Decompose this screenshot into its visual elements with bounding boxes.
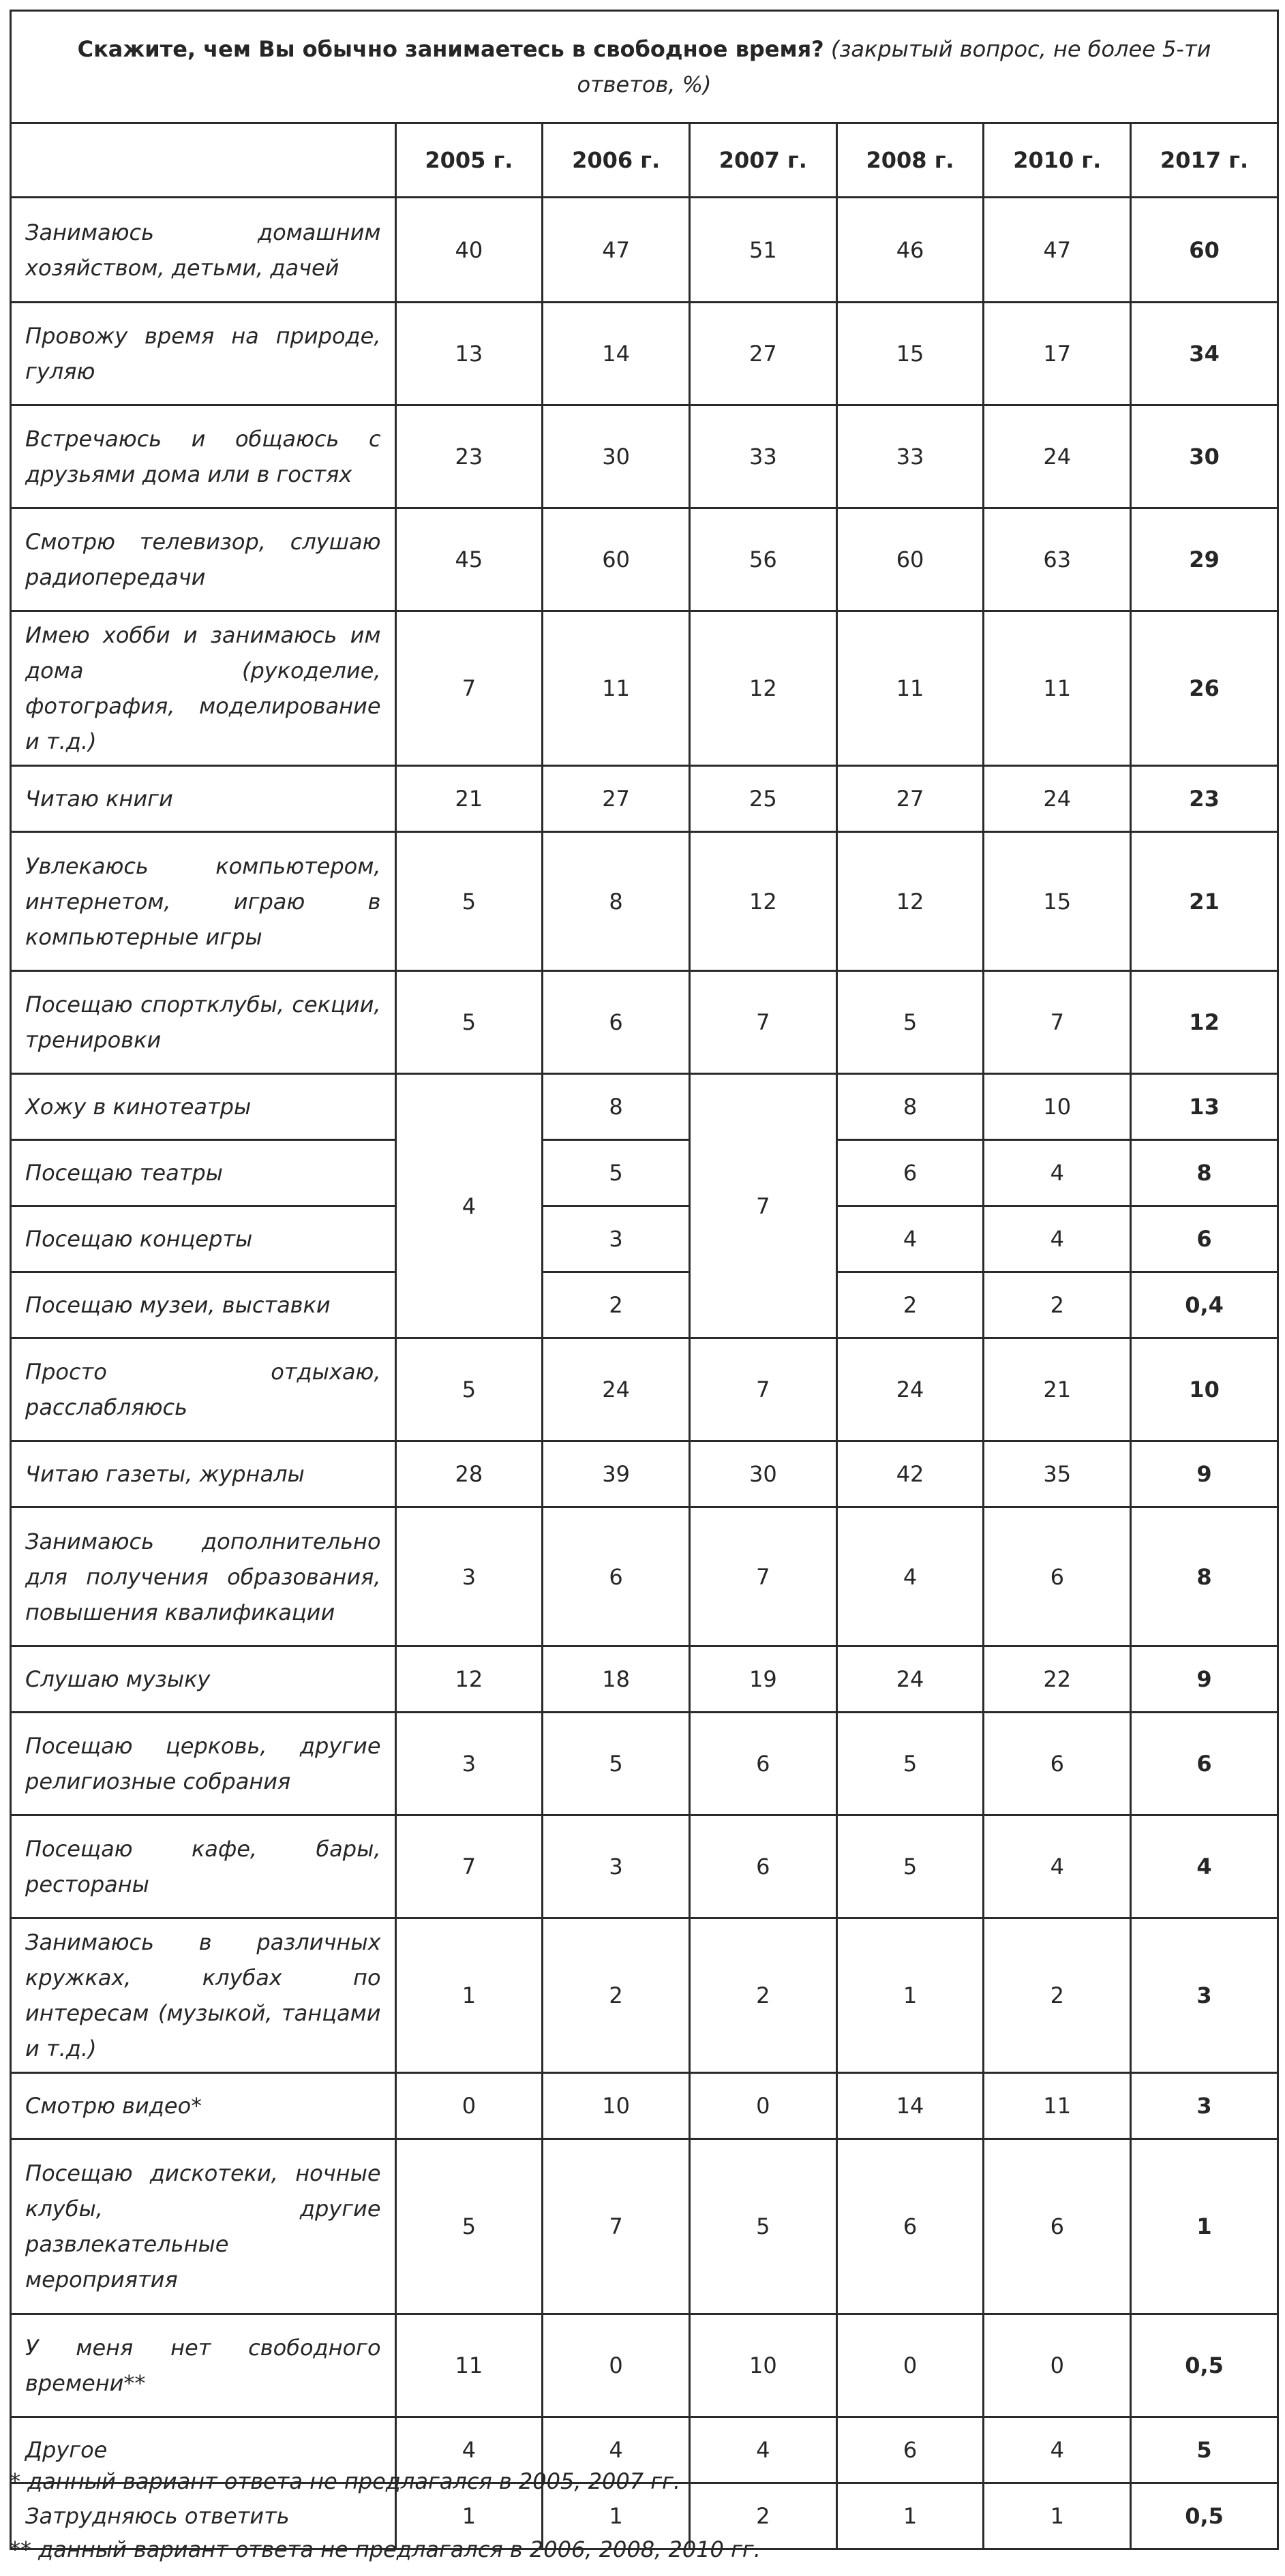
table-row	[11, 1646, 1278, 1713]
question-note: (закрытый вопрос, не более 5-ти ответов, %)	[577, 36, 1211, 97]
table-row	[11, 1713, 1278, 1815]
question-text: Скажите, чем Вы обычно занимаетесь в свободное время?	[77, 36, 824, 62]
cell-2008: 46	[836, 198, 984, 303]
table-row	[11, 1441, 1278, 1507]
cell-2005: 7	[395, 1815, 543, 1918]
table-row	[11, 508, 1278, 611]
cell-2005: 1	[395, 1918, 543, 2073]
cell-2010: 24	[984, 405, 1131, 508]
cell-2017: 6	[1131, 1206, 1278, 1272]
table-row	[11, 405, 1278, 508]
cell-2007: 7	[689, 971, 836, 1074]
cell-2005: 3	[395, 1713, 543, 1815]
cell-2006: 1	[543, 2483, 690, 2549]
cell-2006: 2	[543, 1918, 690, 2073]
cell-2017: 60	[1131, 198, 1278, 303]
table-row	[11, 766, 1278, 832]
cell-2005: 12	[395, 1646, 543, 1713]
cell-2005: 5	[395, 832, 543, 971]
cell-2010: 4	[984, 1815, 1131, 1918]
cell-2010: 4	[984, 1206, 1131, 1272]
cell-2010: 24	[984, 766, 1131, 832]
cell-2017: 13	[1131, 1074, 1278, 1140]
table-row	[11, 1918, 1278, 2073]
cell-2007: 56	[689, 508, 836, 611]
header-year-2005: 2005 г.	[395, 123, 543, 198]
table-row	[11, 1140, 1278, 1206]
cell-2006: 6	[543, 971, 690, 1074]
row-label: Другое	[11, 2417, 396, 2483]
cell-2007: 7	[689, 1338, 836, 1441]
cell-2010: 1	[984, 2483, 1131, 2549]
cell-2005: 5	[395, 971, 543, 1074]
cell-2006: 10	[543, 2073, 690, 2139]
cell-2008: 4	[836, 1206, 984, 1272]
header-year-2008: 2008 г.	[836, 123, 984, 198]
cell-2006: 5	[543, 1713, 690, 1815]
cell-2010: 6	[984, 1713, 1131, 1815]
cell-2008: 14	[836, 2073, 984, 2139]
cell-2017: 26	[1131, 611, 1278, 766]
table-row	[11, 1338, 1278, 1441]
cell-2017: 34	[1131, 303, 1278, 405]
cell-2008: 8	[836, 1074, 984, 1140]
cell-2005: 1	[395, 2483, 543, 2549]
footnote-2: ** данный вариант ответа не предлагался в 2006, 2008, 2010 гг.	[10, 2536, 761, 2562]
cell-2007: 6	[689, 1815, 836, 1918]
cell-2006: 11	[543, 611, 690, 766]
cell-2017: 8	[1131, 1140, 1278, 1206]
table-row	[11, 1074, 1278, 1140]
cell-2010: 35	[984, 1441, 1131, 1507]
cell-2007: 6	[689, 1713, 836, 1815]
cell-2005: 45	[395, 508, 543, 611]
cell-2017: 3	[1131, 2073, 1278, 2139]
cell-2010: 21	[984, 1338, 1131, 1441]
cell-2017: 21	[1131, 832, 1278, 971]
cell-2010: 6	[984, 2139, 1131, 2314]
cell-2017: 3	[1131, 1918, 1278, 2073]
cell-2006: 3	[543, 1815, 690, 1918]
cell-2006: 47	[543, 198, 690, 303]
cell-2007: 2	[689, 1918, 836, 2073]
cell-2010: 17	[984, 303, 1131, 405]
cell-2006: 14	[543, 303, 690, 405]
cell-2006: 7	[543, 2139, 690, 2314]
table-row	[11, 1206, 1278, 1272]
cell-2008: 27	[836, 766, 984, 832]
table-row	[11, 1815, 1278, 1918]
cell-2017: 4	[1131, 1815, 1278, 1918]
cell-2010: 10	[984, 1074, 1131, 1140]
cell-2008: 6	[836, 1140, 984, 1206]
cell-2006: 4	[543, 2417, 690, 2483]
cell-2007: 7	[689, 1507, 836, 1646]
cell-2008: 42	[836, 1441, 984, 1507]
cell-2005: 4	[395, 2417, 543, 2483]
cell-2017: 30	[1131, 405, 1278, 508]
cell-2006: 2	[543, 1272, 690, 1338]
cell-2010: 63	[984, 508, 1131, 611]
cell-2005: 40	[395, 198, 543, 303]
table-row	[11, 611, 1278, 766]
cell-2006: 8	[543, 832, 690, 971]
cell-2006: 30	[543, 405, 690, 508]
header-empty-cell	[11, 123, 396, 198]
cell-2008: 4	[836, 1507, 984, 1646]
cell-2007: 25	[689, 766, 836, 832]
cell-2005: 28	[395, 1441, 543, 1507]
row-label: Посещаю церковь, другие религиозные собрания	[11, 1713, 396, 1815]
cell-2006: 0	[543, 2314, 690, 2417]
row-label: Занимаюсь домашним хозяйством, детьми, дачей	[11, 198, 396, 303]
cell-2017: 10	[1131, 1338, 1278, 1441]
cell-2007: 5	[689, 2139, 836, 2314]
table-row	[11, 2314, 1278, 2417]
cell-2007: 19	[689, 1646, 836, 1713]
row-label: Просто отдыхаю, расслабляюсь	[11, 1338, 396, 1441]
cell-2010: 4	[984, 2417, 1131, 2483]
cell-2006: 8	[543, 1074, 690, 1140]
cell-2008: 12	[836, 832, 984, 971]
cell-2017: 6	[1131, 1713, 1278, 1815]
cell-2008: 33	[836, 405, 984, 508]
cell-2008: 1	[836, 1918, 984, 2073]
cell-2008: 11	[836, 611, 984, 766]
row-label: Посещаю концерты	[11, 1206, 396, 1272]
cell-2008: 0	[836, 2314, 984, 2417]
row-label: Слушаю музыку	[11, 1646, 396, 1713]
cell-2006: 18	[543, 1646, 690, 1713]
table-row	[11, 1272, 1278, 1338]
row-label: Встречаюсь и общаюсь с друзьями дома или в гостях	[11, 405, 396, 508]
header-row	[11, 123, 1278, 198]
row-label: Имею хобби и занимаюсь им дома (рукоделие, фотография, моделирование и т.д.)	[11, 611, 396, 766]
row-label: Смотрю телевизор, слушаю радиопередачи	[11, 508, 396, 611]
cell-2007: 30	[689, 1441, 836, 1507]
table-caption	[11, 11, 1278, 123]
row-label: Читаю книги	[11, 766, 396, 832]
cell-2008: 1	[836, 2483, 984, 2549]
row-label: Хожу в кинотеатры	[11, 1074, 396, 1140]
cell-2010: 47	[984, 198, 1131, 303]
cell-2008: 24	[836, 1338, 984, 1441]
row-label: Посещаю музеи, выставки	[11, 1272, 396, 1338]
row-label: У меня нет свободного времени**	[11, 2314, 396, 2417]
cell-2017: 5	[1131, 2417, 1278, 2483]
row-label: Посещаю театры	[11, 1140, 396, 1206]
cell-2017: 9	[1131, 1441, 1278, 1507]
cell-2010: 7	[984, 971, 1131, 1074]
cell-2005-merged: 4	[395, 1074, 543, 1338]
cell-2010: 4	[984, 1140, 1131, 1206]
cell-2006: 3	[543, 1206, 690, 1272]
cell-2007: 0	[689, 2073, 836, 2139]
cell-2005: 7	[395, 611, 543, 766]
row-label: Провожу время на природе, гуляю	[11, 303, 396, 405]
cell-2010: 15	[984, 832, 1131, 971]
cell-2010: 2	[984, 1272, 1131, 1338]
cell-2017: 29	[1131, 508, 1278, 611]
table-row	[11, 2139, 1278, 2314]
cell-2006: 24	[543, 1338, 690, 1441]
cell-2005: 21	[395, 766, 543, 832]
cell-2006: 5	[543, 1140, 690, 1206]
cell-2017: 0,5	[1131, 2483, 1278, 2549]
cell-2008: 60	[836, 508, 984, 611]
cell-2005: 11	[395, 2314, 543, 2417]
cell-2017: 12	[1131, 971, 1278, 1074]
table-row	[11, 1507, 1278, 1646]
cell-2008: 2	[836, 1272, 984, 1338]
cell-2006: 6	[543, 1507, 690, 1646]
header-year-2017: 2017 г.	[1131, 123, 1278, 198]
cell-2017: 0,4	[1131, 1272, 1278, 1338]
cell-2007: 33	[689, 405, 836, 508]
header-year-2010: 2010 г.	[984, 123, 1131, 198]
cell-2007: 12	[689, 611, 836, 766]
cell-2005: 3	[395, 1507, 543, 1646]
row-label: Читаю газеты, журналы	[11, 1441, 396, 1507]
cell-2008: 24	[836, 1646, 984, 1713]
cell-2010: 22	[984, 1646, 1131, 1713]
table-row	[11, 832, 1278, 971]
cell-2007: 27	[689, 303, 836, 405]
cell-2006: 39	[543, 1441, 690, 1507]
cell-2007: 2	[689, 2483, 836, 2549]
row-label: Смотрю видео*	[11, 2073, 396, 2139]
survey-table	[10, 10, 1279, 2550]
row-label: Посещаю спортклубы, секции, тренировки	[11, 971, 396, 1074]
cell-2017: 0,5	[1131, 2314, 1278, 2417]
cell-2010: 11	[984, 611, 1131, 766]
cell-2007: 4	[689, 2417, 836, 2483]
header-year-2006: 2006 г.	[543, 123, 690, 198]
row-label: Увлекаюсь компьютером, интернетом, играю в компьютерные игры	[11, 832, 396, 971]
cell-2008: 6	[836, 2139, 984, 2314]
table-row	[11, 198, 1278, 303]
cell-2006: 27	[543, 766, 690, 832]
row-label: Посещаю кафе, бары, рестораны	[11, 1815, 396, 1918]
cell-2008: 15	[836, 303, 984, 405]
footnotes	[10, 2466, 1278, 2565]
row-label: Занимаюсь дополнительно для получения образования, повышения квалификации	[11, 1507, 396, 1646]
table-row	[11, 2073, 1278, 2139]
row-label: Посещаю дискотеки, ночные клубы, другие развлекательные мероприятия	[11, 2139, 396, 2314]
cell-2017: 1	[1131, 2139, 1278, 2314]
cell-2008: 5	[836, 1713, 984, 1815]
cell-2010: 2	[984, 1918, 1131, 2073]
cell-2005: 13	[395, 303, 543, 405]
cell-2007: 51	[689, 198, 836, 303]
cell-2017: 9	[1131, 1646, 1278, 1713]
table-row	[11, 971, 1278, 1074]
cell-2005: 5	[395, 2139, 543, 2314]
cell-2007: 12	[689, 832, 836, 971]
table-row	[11, 303, 1278, 405]
cell-2010: 6	[984, 1507, 1131, 1646]
cell-2006: 60	[543, 508, 690, 611]
cell-2017: 23	[1131, 766, 1278, 832]
footnote-1: * данный вариант ответа не предлагался в 2005, 2007 гг.	[10, 2468, 681, 2494]
cell-2008: 5	[836, 971, 984, 1074]
cell-2007: 10	[689, 2314, 836, 2417]
cell-2017: 8	[1131, 1507, 1278, 1646]
cell-2005: 23	[395, 405, 543, 508]
cell-2005: 0	[395, 2073, 543, 2139]
cell-2010: 11	[984, 2073, 1131, 2139]
row-label: Затрудняюсь ответить	[11, 2483, 396, 2549]
cell-2008: 5	[836, 1815, 984, 1918]
header-year-2007: 2007 г.	[689, 123, 836, 198]
row-label: Занимаюсь в различных кружках, клубах по интересам (музыкой, танцами и т.д.)	[11, 1918, 396, 2073]
cell-2008: 6	[836, 2417, 984, 2483]
cell-2010: 0	[984, 2314, 1131, 2417]
cell-2005: 5	[395, 1338, 543, 1441]
cell-2007-merged: 7	[689, 1074, 836, 1338]
caption-row	[11, 11, 1278, 123]
